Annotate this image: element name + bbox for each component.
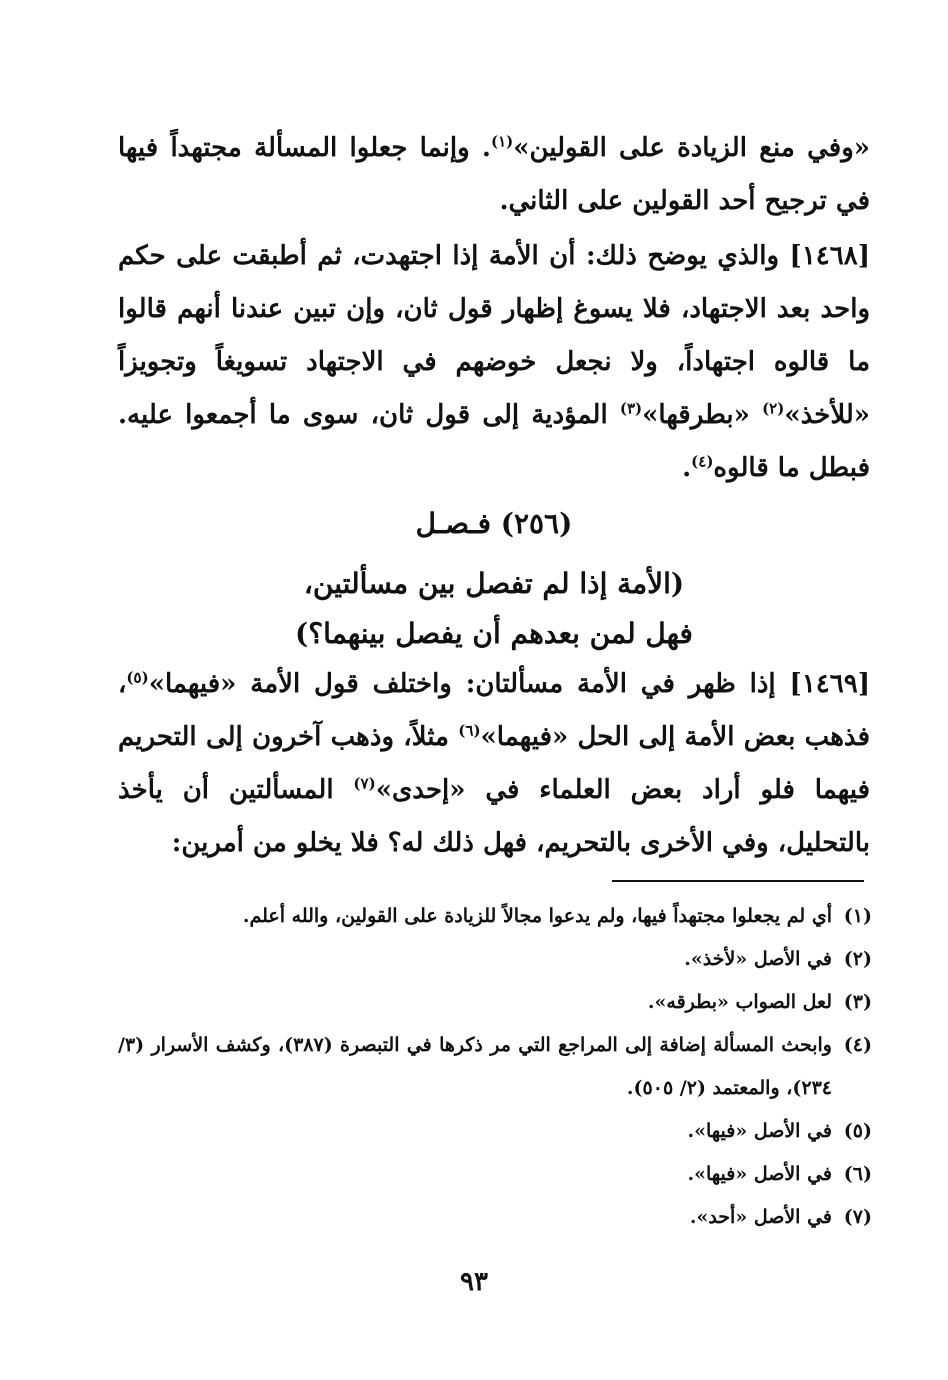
paragraph xyxy=(118,230,870,495)
footnote-text: أي لم يجعلوا مجتهداً فيها، ولم يدعوا مجالاً للزيادة على القولين، والله أعلم. xyxy=(242,905,832,927)
section-title-line-1: (الأمة إذا لم تفصل بين مسألتين، xyxy=(303,567,685,600)
paragraph-text: ، فذهب بعض الأمة إلى الحل «فيهما» xyxy=(118,669,870,752)
footnote-text: في الأصل «أحد». xyxy=(689,1206,832,1228)
footnote-ref-3[interactable]: (٣) xyxy=(619,399,643,418)
quoted-text: «وفي منع الزيادة على القولين» xyxy=(513,133,871,163)
paragraph xyxy=(118,122,870,228)
footnote-text: في الأصل «فيها». xyxy=(687,1163,832,1185)
footnote-number: (٣) xyxy=(843,991,872,1013)
footnote-2 xyxy=(118,938,872,981)
paragraph-text: . وإنما جعلوا المسألة مجتهداً فيها في ترجيح أحد القولين على الثاني. xyxy=(118,133,870,216)
footnote-6 xyxy=(118,1153,872,1196)
section-title-line-2: فهل لمن بعدهم أن يفصل بينهما؟) xyxy=(295,617,693,650)
footnote-7 xyxy=(118,1196,872,1239)
paragraph-text: المسألتين أن يأخذ بالتحليل، وفي الأخرى بالتحريم، فهل ذلك له؟ فلا يخلو من أمرين: xyxy=(118,775,870,858)
paragraph xyxy=(118,658,870,870)
footnote-number: (١) xyxy=(843,905,872,927)
footnote-number: (٢) xyxy=(843,948,872,970)
footnote-text: لعل الصواب «بطرقه». xyxy=(647,991,832,1013)
footnote-ref-5[interactable]: (٥) xyxy=(126,668,149,687)
paragraph-number: [١٤٦٩] xyxy=(789,669,870,699)
footnote-4 xyxy=(118,1024,872,1110)
paragraph-text: إذا ظهر في الأمة مسألتان: واختلف قول الأمة «فيهما» xyxy=(148,669,790,699)
footnote-number: (٥) xyxy=(843,1120,872,1142)
footnote-number: (٤) xyxy=(843,1034,872,1056)
paragraph-text: «بطرقها» xyxy=(642,400,763,430)
paragraph-text: والذي يوضح ذلك: أن الأمة إذا اجتهدت، ثم أطبقت على حكم واحد بعد الاجتهاد، فلا يسوغ إظهار قول ثان، وإن تبين عندنا أنهم قالوا ما قالوه اجتهاداً، ولا نجعل خوضهم في الاجتهاد تسويغاً وتجويزاً «للأخذ» xyxy=(118,241,870,430)
paragraph-text: . xyxy=(682,453,692,483)
footnote-ref-7[interactable]: (٧) xyxy=(353,774,376,793)
paragraph-1468 xyxy=(118,230,870,495)
footnote-ref-4[interactable]: (٤) xyxy=(691,452,714,471)
page-number: ٩٣ xyxy=(460,1267,488,1297)
footnote-text: في الأصل «لأخذ». xyxy=(684,948,832,970)
footnote-5 xyxy=(118,1110,872,1153)
footnote-separator xyxy=(612,880,864,882)
footnote-number: (٦) xyxy=(843,1163,872,1185)
paragraph-text: مثلاً، وذهب آخرون إلى التحريم فيهما فلو أراد بعض العلماء في «إحدى» xyxy=(118,722,870,805)
footnote-3 xyxy=(118,981,872,1024)
footnote-1 xyxy=(118,895,872,938)
footnote-ref-2[interactable]: (٢) xyxy=(762,399,785,418)
footnote-text: في الأصل «فيها». xyxy=(687,1120,832,1142)
footnote-text: وابحث المسألة إضافة إلى المراجع التي مر ذكرها في التبصرة (٣٨٧)، وكشف الأسرار (٣/ ٢٣٤)، والمعتمد (٢/ ٥٠٥). xyxy=(118,1034,832,1099)
footnote-number: (٧) xyxy=(843,1206,872,1228)
footnote-ref-1[interactable]: (١) xyxy=(490,132,514,151)
footnote-ref-6[interactable]: (٦) xyxy=(458,721,481,740)
section-heading: (٢٥٦) فـصـل xyxy=(415,507,573,540)
paragraph-1469 xyxy=(118,658,870,870)
paragraph-text: المؤدية إلى قول ثان، سوى ما أجمعوا عليه. فبطل ما قالوه xyxy=(118,400,870,483)
paragraph-number: [١٤٦٨] xyxy=(789,241,870,271)
paragraph-continuation xyxy=(118,122,870,228)
footnotes xyxy=(118,895,872,1239)
